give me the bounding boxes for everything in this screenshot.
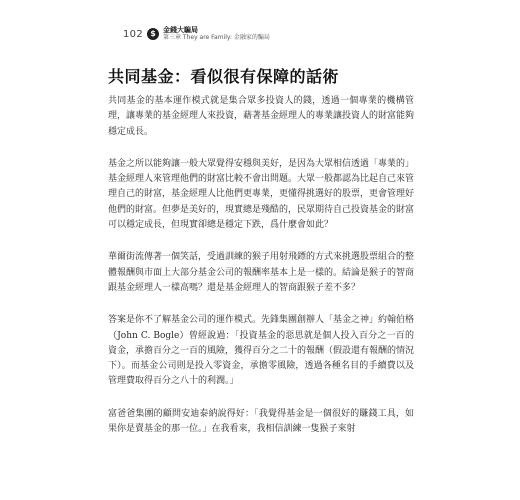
book-title: 金錢大騙局 xyxy=(163,26,198,34)
section-heading: 共同基金：看似很有保障的話術 xyxy=(108,67,340,86)
paragraph: 華爾街流傳著一個笑話，受過訓練的猴子用射飛鏢的方式來挑選股票組合的整體報酬與市面上大部分基金公司的報酬率基本上是一樣的。結論是猴子的智商跟基金經理人一樣高嗎？還是基金經理人的智商跟猴子差不多？ xyxy=(108,252,415,293)
page-number: 102 xyxy=(123,28,143,40)
paragraph: 答案是你不了解基金公司的運作模式。先鋒集團創辦人「基金之神」約翰伯格（John C. Bogle）曾經說過：「投資基金的惡思就是個人投入百分之一百的資金，承擔百分之一百的風險，獲得百分之二十的報酬（假設還有報酬的情況下）。而基金公司則是投入零資金，承擔零風險，透過各種名目的手續費以及管理費取得百分之八十的利潤。」 xyxy=(108,315,415,387)
running-header xyxy=(123,27,270,41)
chapter-title: 第三章 They are Family: 金融家的騙局 xyxy=(163,33,270,41)
header-text xyxy=(163,27,270,41)
paragraph: 基金之所以能夠讓一般大眾覺得安穩與美好，是因為大眾相信透過「專業的」基金經理人來管理他們的財富比較不會出問題。大眾一般都認為比起自己來管理自己的財富，基金經理人比他們更專業，更懂得挑選好的股票，更會管理好他們的財富。但夢是美好的，現實總是殘酷的，民眾期待自己投資基金的財富可以穩定成長，但現實卻總是穩定下跌，爲什麼會如此？ xyxy=(108,158,415,231)
paragraph: 富爸爸集團的顧問安迪泰納說得好：「我覺得基金是一個很好的賺錢工具，如果你是賣基金的那一位。」在我看來，我相信訓練一隻猴子來射 xyxy=(108,408,414,435)
body-text xyxy=(108,94,414,454)
paragraph: 共同基金的基本運作模式就是集合眾多投資人的錢，透過一個專業的機構管理，讓專業的基金經理人來投資，藉著基金經理人的專業讓投資人的財富能夠穩定成長。 xyxy=(108,96,415,137)
dollar-badge-icon: $ xyxy=(147,28,159,40)
